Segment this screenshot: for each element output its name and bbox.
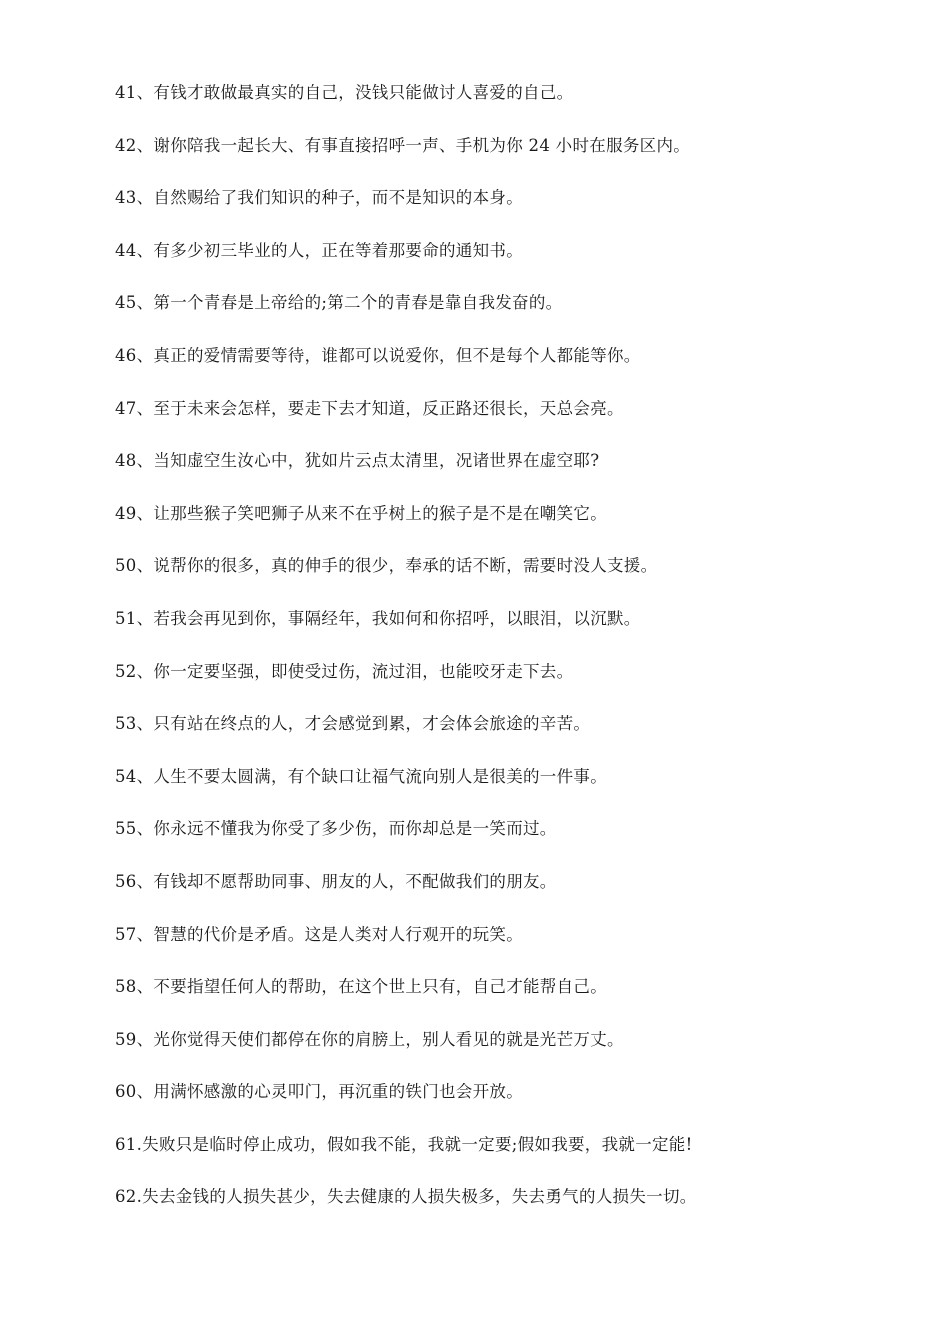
quote-line: 48、当知虚空生汝心中，犹如片云点太清里，况诸世界在虚空耶? bbox=[115, 451, 600, 471]
quote-line: 47、至于未来会怎样，要走下去才知道，反正路还很长，天总会亮。 bbox=[115, 398, 624, 418]
quote-line: 60、用满怀感激的心灵叩门，再沉重的铁门也会开放。 bbox=[115, 1082, 523, 1102]
quote-line: 53、只有站在终点的人，才会感觉到累，才会体会旅途的辛苦。 bbox=[115, 714, 591, 734]
quote-line: 55、你永远不懂我为你受了多少伤，而你却总是一笑而过。 bbox=[115, 819, 557, 839]
quote-line: 57、智慧的代价是矛盾。这是人类对人行观开的玩笑。 bbox=[115, 924, 523, 944]
quote-line: 52、你一定要坚强，即使受过伤，流过泪，也能咬牙走下去。 bbox=[115, 661, 574, 681]
quote-line: 43、自然赐给了我们知识的种子，而不是知识的本身。 bbox=[115, 188, 523, 208]
quote-line: 41、有钱才敢做最真实的自己，没钱只能做讨人喜爱的自己。 bbox=[115, 83, 574, 102]
quote-line: 51、若我会再见到你，事隔经年，我如何和你招呼，以眼泪，以沉默。 bbox=[115, 608, 641, 628]
quote-line: 50、说帮你的很多，真的伸手的很少，奉承的话不断，需要时没人支援。 bbox=[115, 556, 658, 576]
quote-line: 54、人生不要太圆满，有个缺口让福气流向别人是很美的一件事。 bbox=[115, 766, 607, 786]
quote-line: 61.失败只是临时停止成功，假如我不能，我就一定要;假如我要，我就一定能! bbox=[115, 1134, 693, 1154]
quote-line: 42、谢你陪我一起长大、有事直接招呼一声、手机为你 24 小时在服务区内。 bbox=[115, 135, 691, 155]
quote-line: 49、让那些猴子笑吧狮子从来不在乎树上的猴子是不是在嘲笑它。 bbox=[115, 503, 607, 523]
quote-line: 45、第一个青春是上帝给的;第二个的青春是靠自我发奋的。 bbox=[115, 293, 563, 313]
quote-line: 44、有多少初三毕业的人，正在等着那要命的通知书。 bbox=[115, 240, 523, 260]
quote-line: 58、不要指望任何人的帮助，在这个世上只有，自己才能帮自己。 bbox=[115, 977, 607, 997]
quote-line: 56、有钱却不愿帮助同事、朋友的人，不配做我们的朋友。 bbox=[115, 871, 557, 891]
quote-line: 62.失去金钱的人损失甚少，失去健康的人损失极多，失去勇气的人损失一切。 bbox=[115, 1187, 697, 1207]
quote-line: 59、光你觉得天使们都停在你的肩膀上，别人看见的就是光芒万丈。 bbox=[115, 1029, 624, 1049]
quote-list bbox=[115, 78, 895, 1235]
quote-line: 46、真正的爱情需要等待，谁都可以说爱你，但不是每个人都能等你。 bbox=[115, 345, 641, 365]
